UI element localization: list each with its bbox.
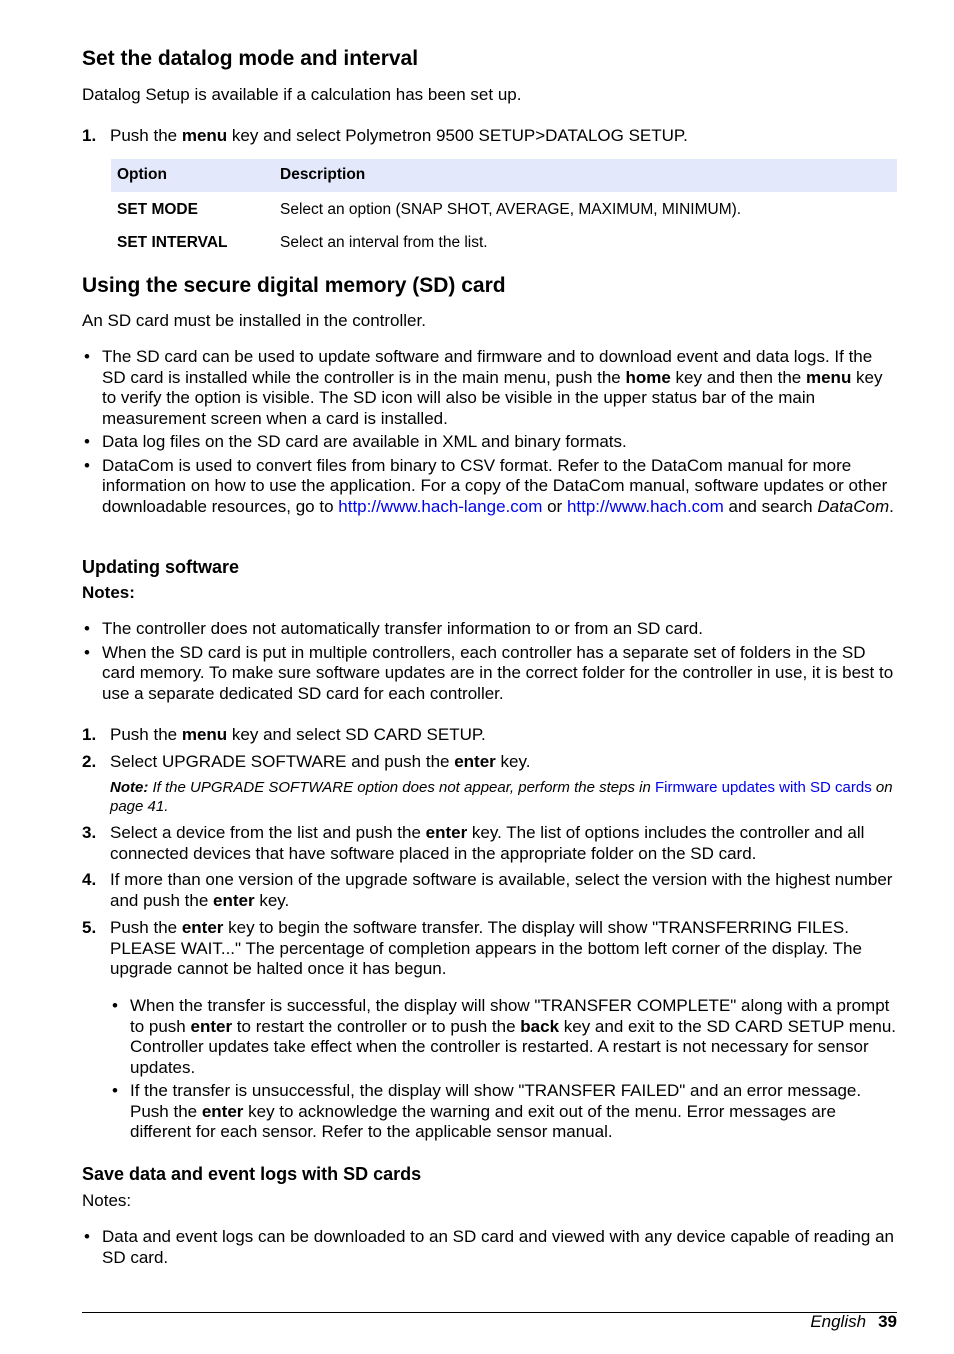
sd-intro: An SD card must be installed in the controller. (82, 311, 426, 330)
list-item: • Data log files on the SD card are available in XML and binary formats. (82, 432, 897, 453)
list-item: • DataCom is used to convert files from binary to CSV format. Refer to the DataCom manual for more information on how to use the application. For a copy of the DataCom manual, software updates or other downloadable resources, go to http://www.hach-lange.com or http://www.hach.com and search DataCom. (82, 456, 897, 518)
upgrade-note: Note: If the UPGRADE SOFTWARE option does not appear, perform the steps in Firmware updates with SD cards on page 41. (110, 779, 893, 815)
hach-link[interactable]: http://www.hach.com (566, 496, 724, 516)
table-cell: SET INTERVAL (117, 234, 228, 251)
notes-bullet-list (82, 619, 897, 707)
page-number: 39 (878, 1312, 897, 1331)
table-cell: Select an option (SNAP SHOT, AVERAGE, MAXIMUM, MINIMUM). (280, 200, 742, 218)
table-header: Description (274, 159, 897, 192)
page-footer (810, 1312, 897, 1333)
table-row (111, 192, 897, 226)
footer-language: English (810, 1312, 867, 1331)
notes-label: Notes: (82, 583, 135, 602)
table-cell: Select an interval from the list. (280, 234, 488, 251)
save-logs-notes-label: Notes: (82, 1191, 132, 1210)
datalog-options-table (111, 159, 897, 259)
list-item: • The SD card can be used to update software and firmware and to download event and data logs. If the SD card is installed while the controller is in the main menu, push the home key and then the menu key to verify the option is visible. The SD icon will also be visible in the upper status bar of the main measurement screen when a card is installed. (82, 347, 897, 429)
transfer-result-list (110, 996, 897, 1146)
list-item: • When the transfer is successful, the display will show "TRANSFER COMPLETE" along with a prompt to push enter to restart the controller or to push the back key and exit to the SD CARD SETUP menu. Controller updates take effect when the controller is restarted. A restart is not necessary for sensor updates. (110, 996, 897, 1078)
list-item: • When the SD card is put in multiple controllers, each controller has a separate set of folders in the SD card memory. To make sure software updates are in the correct folder for the controller in use, it is best to use a separate dedicated SD card for each controller. (82, 643, 897, 705)
hach-lange-link[interactable]: http://www.hach-lange.com (338, 496, 543, 516)
section-heading-updating-software: Updating software (82, 557, 240, 577)
footer-divider (82, 1312, 897, 1313)
firmware-updates-link[interactable]: Firmware updates with SD cards (654, 779, 872, 796)
datalog-intro: Datalog Setup is available if a calculation has been set up. (82, 85, 522, 104)
list-item: • If the transfer is unsuccessful, the display will show "TRANSFER FAILED" and an error message. Push the enter key to acknowledge the warning and exit out of the menu. Error messages are different for each sensor. Refer to the applicable sensor manual. (110, 1081, 897, 1143)
section-heading-sd-card: Using the secure digital memory (SD) card (82, 274, 506, 297)
sd-bullet-list (82, 347, 897, 520)
save-logs-bullet-list (82, 1227, 897, 1271)
table-header: Option (111, 159, 274, 192)
table-row (111, 225, 897, 259)
list-item: • The controller does not automatically transfer information to or from an SD card. (82, 619, 897, 640)
list-item: • Data and event logs can be downloaded to an SD card and viewed with any device capable of reading an SD card. (82, 1227, 897, 1268)
table-header-row (111, 159, 897, 192)
table-cell: SET MODE (117, 200, 198, 218)
section-heading-datalog: Set the datalog mode and interval (82, 47, 419, 70)
section-heading-save-logs: Save data and event logs with SD cards (82, 1164, 422, 1184)
